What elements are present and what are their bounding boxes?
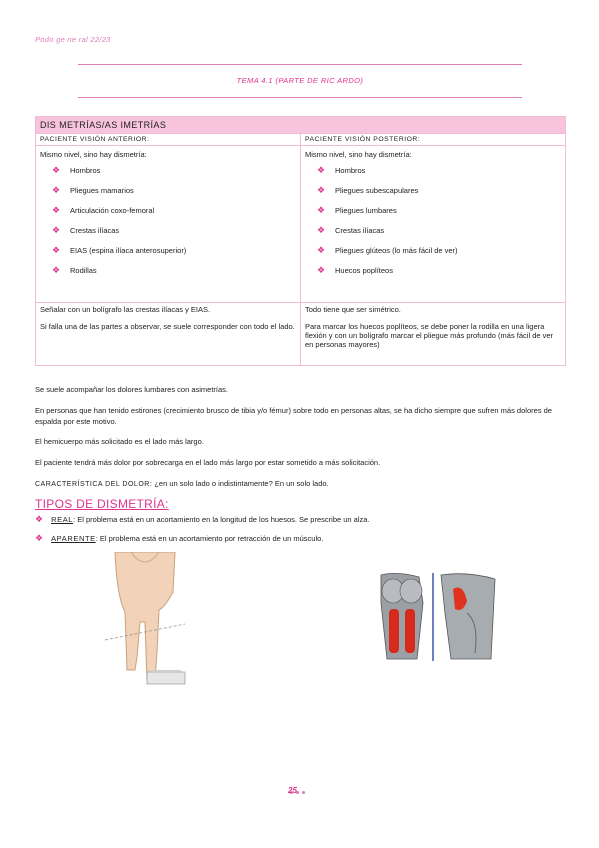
list-item: ❖ Crestas ilíacas: [317, 225, 385, 235]
diamond-bullet-icon: ❖: [317, 185, 326, 195]
paragraph: El paciente tendrá más dolor por sobrecarga en el lado más largo por estar sometido a más solicitación.: [35, 458, 381, 467]
bottom-rule: [78, 97, 522, 98]
diamond-bullet-icon: ❖: [35, 514, 44, 524]
top-rule: [78, 64, 522, 65]
diamond-bullet-icon: ❖: [317, 165, 326, 175]
pain-label: CARACTERÍSTICA DEL DOLOR:: [35, 481, 153, 488]
section-heading: TIPOS DE DISMETRÍA:: [35, 497, 169, 511]
diamond-bullet-icon: ❖: [52, 225, 61, 235]
posterior-intro: Mismo nivel, sino hay dismetría:: [305, 150, 412, 159]
list-item: ❖ Pliegues mamarios: [52, 185, 134, 195]
paragraph: Se suele acompañar los dolores lumbares con asimetrías.: [35, 385, 229, 394]
posterior-heading: PACIENTE VISIÓN POSTERIOR:: [301, 134, 566, 146]
real-text: : El problema está en un acortamiento en la longitud de los huesos. Se prescribe un alza.: [73, 515, 370, 524]
diamond-bullet-icon: ❖: [52, 185, 61, 195]
diamond-bullet-icon: ❖: [52, 245, 61, 255]
leg-length-illustration: [95, 552, 195, 692]
pain-characteristic: [35, 478, 566, 490]
diamond-bullet-icon: ❖: [317, 205, 326, 215]
topic-title: TEMA 4.1 (PARTE DE RIC ARDO): [236, 76, 364, 85]
diamond-bullet-icon: ❖: [317, 245, 326, 255]
diamond-bullet-icon: ❖: [317, 265, 326, 275]
course-header: Podo ge ne ral 22/23: [35, 35, 111, 44]
pain-text: ¿en un solo lado o indistintamente? En un solo lado.: [152, 479, 329, 488]
diamond-bullet-icon: ❖: [35, 533, 44, 543]
list-item: ❖ EIAS (espina ilíaca anterosuperior): [52, 245, 187, 255]
paragraph: El hemicuerpo más solicitado es el lado más largo.: [35, 437, 204, 446]
real-item: [35, 514, 566, 525]
aparente-text: : El problema está en un acortamiento por retracción de un músculo.: [95, 534, 324, 543]
muscle-illustration: [367, 573, 499, 661]
list-item: ❖ Pliegues lumbares: [317, 205, 397, 215]
anterior-note: Si falla una de las partes a observar, se suele corresponder con todo el lado.: [40, 322, 295, 331]
table-title: DIS METRÍAS/AS IMETRÍAS: [36, 117, 566, 134]
list-item: ❖ Hombros: [52, 165, 101, 175]
real-label: REAL: [51, 515, 74, 524]
anterior-heading: PACIENTE VISIÓN ANTERIOR:: [36, 134, 301, 146]
list-item: ❖ Rodillas: [52, 265, 97, 275]
aparente-label: APARENTE: [51, 534, 96, 543]
anterior-list: [40, 165, 296, 285]
diamond-bullet-icon: ❖: [52, 165, 61, 175]
list-item: ❖ Huecos poplíteos: [317, 265, 393, 275]
list-item: ❖ Hombros: [317, 165, 366, 175]
diamond-bullet-icon: ❖: [52, 205, 61, 215]
diamond-bullet-icon: ❖: [317, 225, 326, 235]
anterior-note: Señalar con un bolígrafo las crestas ilíacas y EIAS.: [40, 305, 211, 314]
anterior-intro: Mismo nivel, sino hay dismetría:: [40, 150, 147, 159]
page-number: 25: [288, 786, 297, 795]
list-item: ❖ Crestas ilíacas: [52, 225, 120, 235]
posterior-note: Todo tiene que ser simétrico.: [305, 305, 401, 314]
list-item: ❖ Pliegues subescapulares: [317, 185, 419, 195]
diamond-bullet-icon: ❖: [52, 265, 61, 275]
asymmetry-table: [35, 116, 566, 366]
paragraph: En personas que han tenido estirones (crecimiento brusco de tibia y/o fémur) sobre todo en personas altas, se ha dicho siempre que sufren más dolores de espalda por este motivo.: [35, 406, 552, 426]
posterior-note: Para marcar los huecos poplíteos, se debe poner la rodilla en una ligera flexión y con un bolígrafo marcar el pliegue más profundo (más fácil de ver en personas mayores): [305, 322, 554, 349]
aparente-item: [35, 533, 566, 544]
posterior-list: [305, 165, 561, 285]
list-item: ❖ Pliegues glúteos (lo más fácil de ver): [317, 245, 458, 255]
list-item: ❖ Articulación coxo-femoral: [52, 205, 155, 215]
